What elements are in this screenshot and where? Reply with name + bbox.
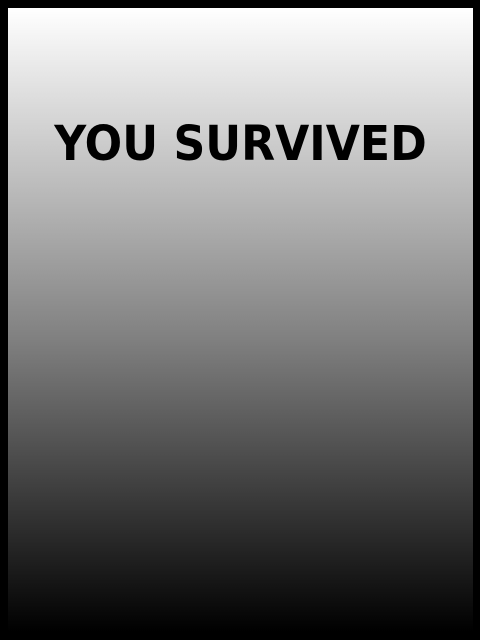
end-screen-title: YOU SURVIVED: [54, 116, 427, 172]
end-screen: [8, 8, 473, 632]
